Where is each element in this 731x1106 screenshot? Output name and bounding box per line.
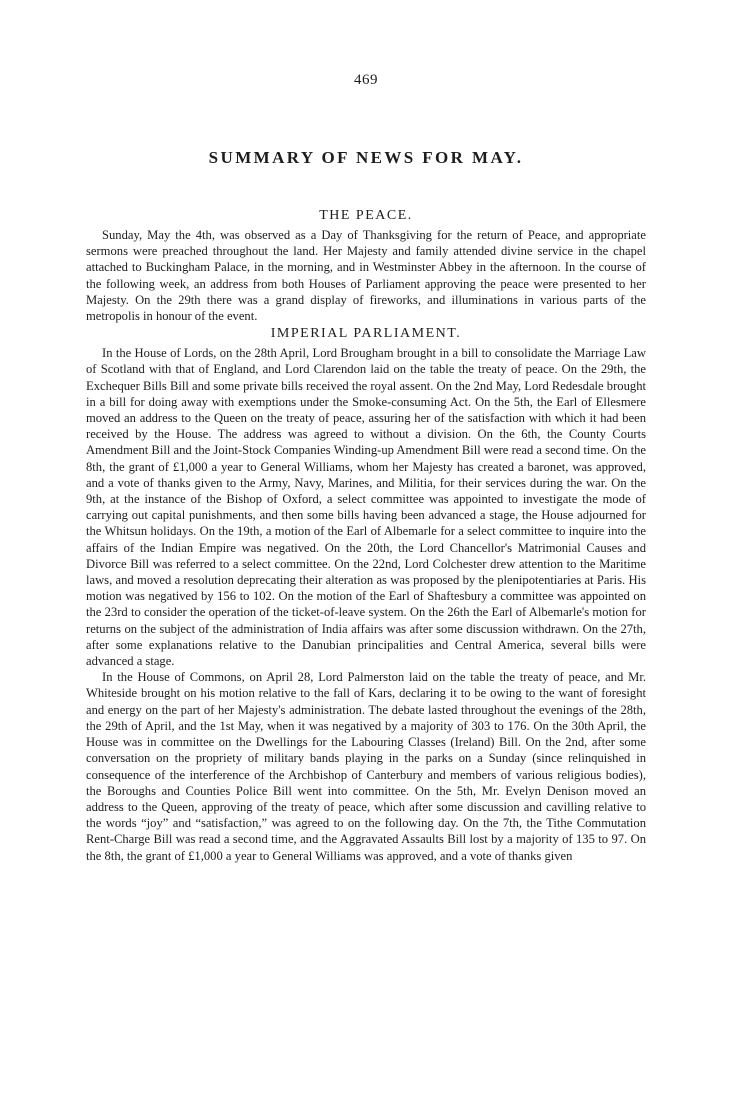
page-number: 469: [354, 72, 378, 88]
section-heading: THE PEACE.: [319, 208, 413, 223]
section-the-peace: [86, 208, 646, 324]
section-heading: IMPERIAL PARLIAMENT.: [270, 326, 462, 342]
document-page: [86, 72, 646, 864]
paragraph: In the House of Lords, on the 28th April, Lord Brougham brought in a bill to consolidate the Marriage Law of Scotland with that of England, and Lord Clarendon laid on the table the treaty of peace. On the 29th, the Exchequer Bills Bill and some private bills received the royal assent. On the 2nd May, Lord Redesdale brought in a bill for doing away with exemptions under the Smoke-consuming Act. On the 5th, the Earl of Ellesmere moved an address to the Queen on the treaty of peace, assuring her of the satisfaction with which it had been received by the House. The address was agreed to without a division. On the 6th, the County Courts Amendment Bill and the Joint-Stock Companies Winding-up Amendment Bill were read a second time. On the 8th, the grant of £1,000 a year to General Williams, whom her Majesty has created a baronet, was approved, and a vote of thanks given to the Army, Navy, Marines, and Militia, for their services during the war. On the 9th, at the instance of the Bishop of Oxford, a select committee was appointed to investigate the mode of carrying out capital punishments, and then some bills having been advanced a stage, the House adjourned for the Whitsun holidays. On the 19th, a motion of the Earl of Albemarle for a select committee to inquire into the affairs of the Indian Empire was negatived. On the 20th, the Lord Chancellor's Matrimonial Causes and Divorce Bill was referred to a select committee. On the 22nd, Lord Colchester drew attention to the Maritime laws, and moved a resolution deprecating their alteration as was proposed by the plenipotentiaries at Paris. His motion was negatived by 156 to 102. On the motion of the Earl of Shaftesbury a committee was appointed on the 23rd to consider the operation of the ticket-of-leave system. On the 26th the Earl of Albemarle's motion for returns on the subject of the administration of India affairs was after some discussion withdrawn. On the 27th, after some explanations relative to the Danubian principalities and Central America, several bills were advanced a stage.: [86, 346, 646, 669]
section-imperial-parliament: [86, 326, 646, 864]
paragraph: Sunday, May the 4th, was observed as a Day of Thanksgiving for the return of Peace, and appropriate sermons were preached throughout the land. Her Majesty and family attended divine service in the chapel attached to Buckingham Palace, in the morning, and in Westminster Abbey in the afternoon. In the course of the following week, an address from both Houses of Parliament approving the peace were presented to her Majesty. On the 29th there was a grand display of fireworks, and illuminations in various parts of the metropolis in honour of the event.: [86, 228, 646, 324]
page-title: SUMMARY OF NEWS FOR MAY.: [208, 148, 524, 167]
paragraph: In the House of Commons, on April 28, Lord Palmerston laid on the table the treaty of peace, and Mr. Whiteside brought on his motion relative to the fall of Kars, declaring it to be owing to the want of foresight and energy on the part of her Majesty's administration. The debate lasted throughout the evenings of the 28th, the 29th of April, and the 1st May, when it was negatived by a majority of 303 to 176. On the 30th April, the House was in committee on the Dwellings for the Labouring Classes (Ireland) Bill. On the 2nd, after some conversation on the propriety of military bands playing in the parks on a Sunday (since relinquished in consequence of the interference of the Archbishop of Canterbury and members of various religious bodies), the Boroughs and Counties Police Bill went into committee. On the 5th, Mr. Evelyn Denison moved an address to the Queen, approving of the treaty of peace, which after some discussion and cavilling relative to the words “joy” and “satisfaction,” was agreed to on the following day. On the 7th, the Tithe Commutation Rent-Charge Bill was read a second time, and the Aggravated Assaults Bill lost by a majority of 135 to 97. On the 8th, the grant of £1,000 a year to General Williams was approved, and a vote of thanks given: [86, 670, 646, 863]
